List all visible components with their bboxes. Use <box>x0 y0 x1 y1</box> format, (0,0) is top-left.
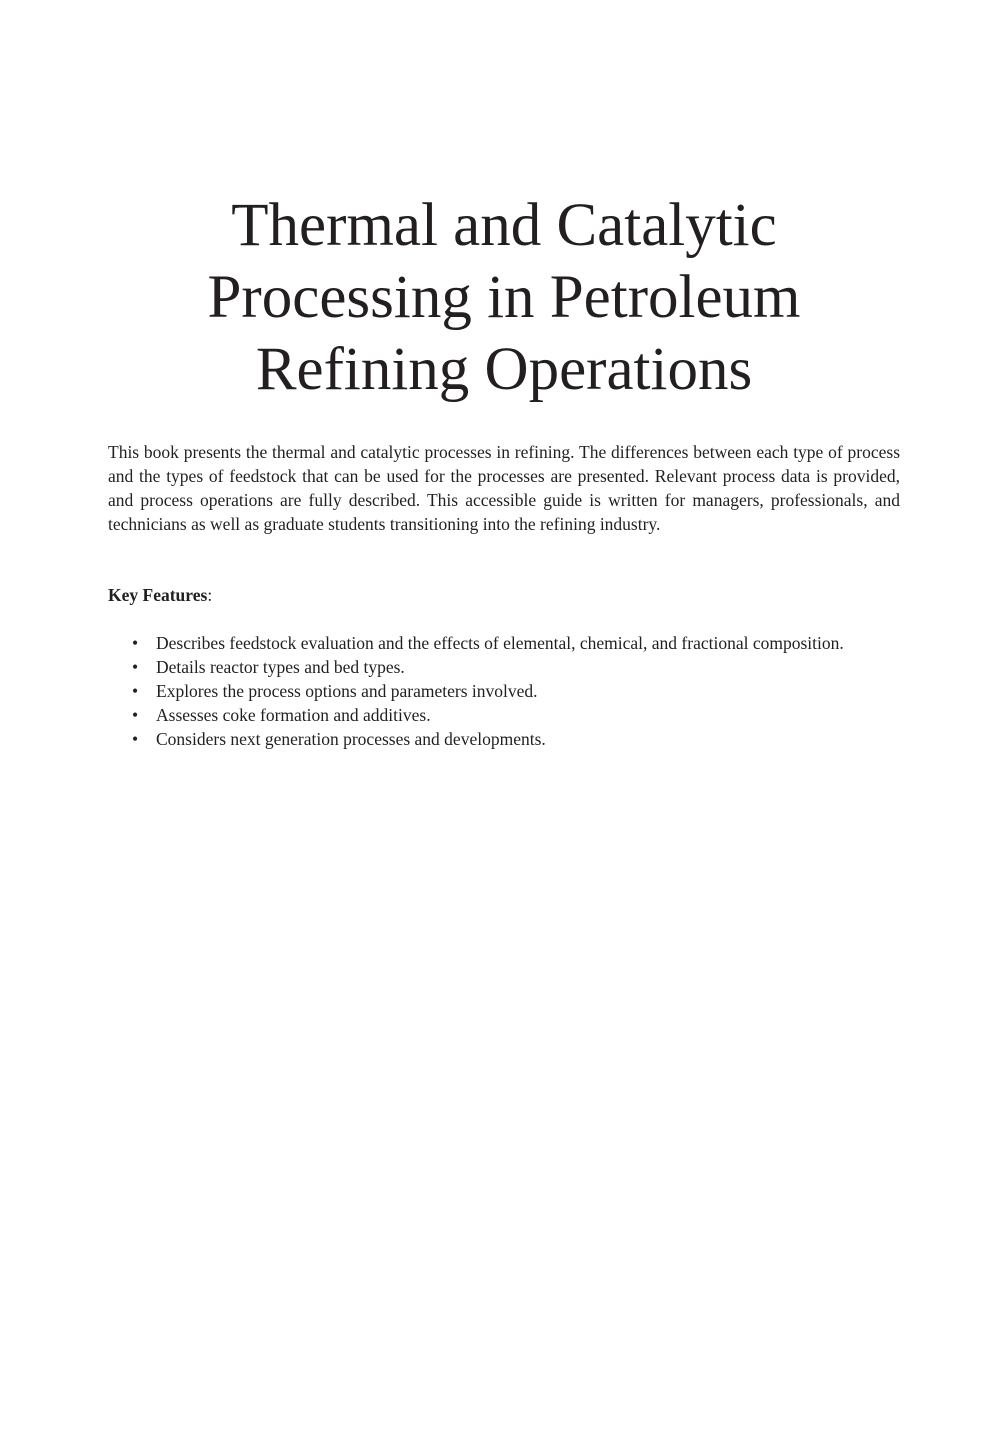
book-title <box>0 190 1008 406</box>
book-title-line: Thermal and Catalytic <box>231 192 777 259</box>
key-feature-item: • Describes feedstock evaluation and the effects of elemental, chemical, and fractional composition. <box>108 631 876 655</box>
key-feature-item: • Details reactor types and bed types. <box>108 655 876 679</box>
key-features-heading-colon: : <box>207 585 213 605</box>
key-feature-item: • Explores the process options and parameters involved. <box>108 679 876 703</box>
key-features-list <box>108 631 876 751</box>
key-features-heading <box>108 583 212 607</box>
book-description: This book presents the thermal and catalytic processes in refining. The differences between each type of process and the types of feedstock that can be used for the processes are presented. Relevant process data is provided, and process operations are fully described. This accessible guide is written for managers, professionals, and technicians as well as graduate students transitioning into the refining industry. <box>108 442 900 534</box>
key-feature-item: • Considers next generation processes and developments. <box>108 727 876 751</box>
key-features-heading-label: Key Features <box>108 585 208 605</box>
key-feature-item: • Assesses coke formation and additives. <box>108 703 876 727</box>
book-title-line: Processing in Petroleum <box>207 264 801 331</box>
book-title-line: Refining Operations <box>255 336 753 403</box>
